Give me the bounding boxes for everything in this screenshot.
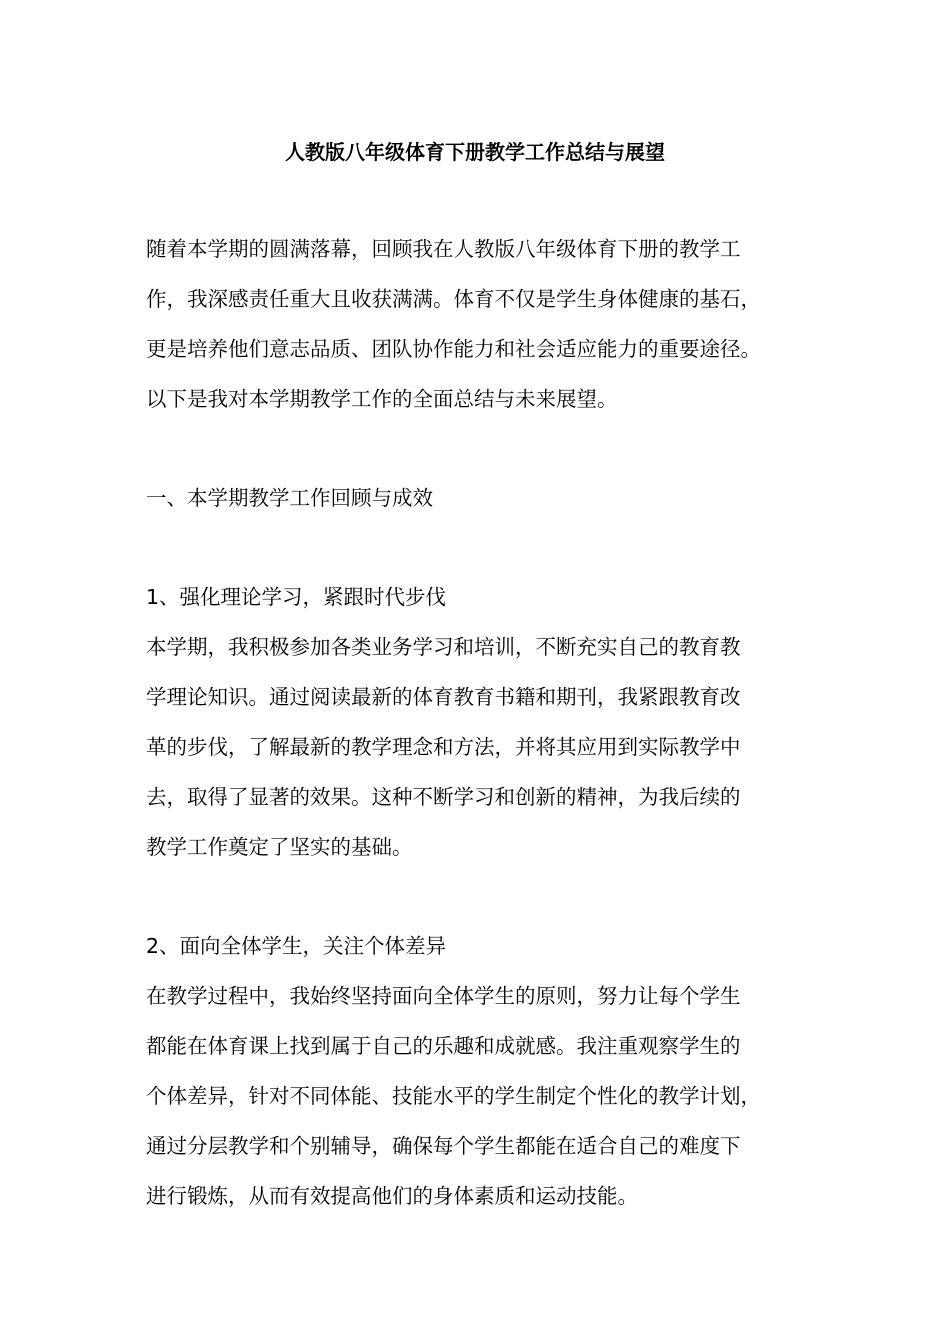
paragraph-line: 去，取得了显著的效果。这种不断学习和创新的精神，为我后续的: [146, 785, 741, 809]
paragraph-line: 革的步伐，了解最新的教学理念和方法，并将其应用到实际教学中: [146, 735, 741, 759]
paragraph-line: 学理论知识。通过阅读最新的体育教育书籍和期刊，我紧跟教育改: [146, 685, 741, 709]
paragraph-line: 进行锻炼，从而有效提高他们的身体素质和运动技能。: [146, 1184, 638, 1208]
section-heading: 一、本学期教学工作回顾与成效: [146, 486, 433, 510]
intro-line: 作，我深感责任重大且收获满满。体育不仅是学生身体健康的基石，: [146, 287, 761, 311]
paragraph-line: 本学期，我积极参加各类业务学习和培训，不断充实自己的教育教: [146, 635, 741, 659]
document-title: 人教版八年级体育下册教学工作总结与展望: [285, 140, 665, 164]
paragraph-line: 教学工作奠定了坚实的基础。: [146, 835, 413, 859]
intro-line: 更是培养他们意志品质、团队协作能力和社会适应能力的重要途径。: [146, 337, 761, 361]
subsection-heading: 1、强化理论学习，紧跟时代步伐: [146, 585, 447, 609]
paragraph-line: 都能在体育课上找到属于自己的乐趣和成就感。我注重观察学生的: [146, 1034, 741, 1058]
subsection-heading: 2、面向全体学生，关注个体差异: [146, 934, 447, 958]
paragraph-line: 个体差异，针对不同体能、技能水平的学生制定个性化的教学计划，: [146, 1084, 761, 1108]
paragraph-line: 在教学过程中，我始终坚持面向全体学生的原则，努力让每个学生: [146, 984, 741, 1008]
intro-line: 以下是我对本学期教学工作的全面总结与未来展望。: [146, 387, 618, 411]
intro-line: 随着本学期的圆满落幕，回顾我在人教版八年级体育下册的教学工: [146, 237, 741, 261]
paragraph-line: 通过分层教学和个别辅导，确保每个学生都能在适合自己的难度下: [146, 1134, 741, 1158]
